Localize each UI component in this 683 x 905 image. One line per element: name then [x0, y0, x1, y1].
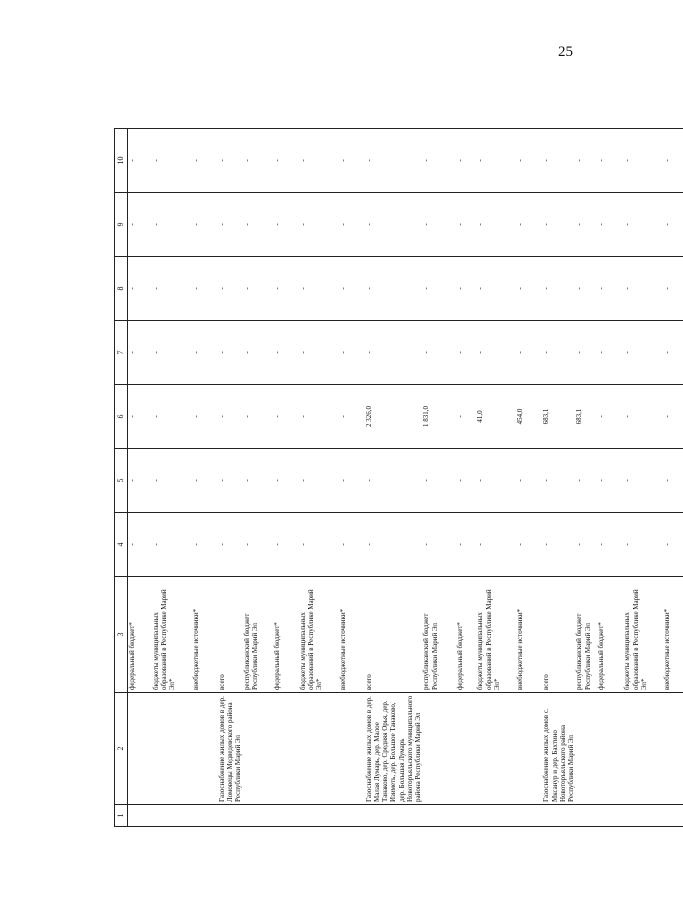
amount-cell: -	[422, 449, 456, 513]
amount-cell: -	[623, 129, 663, 193]
table-row	[623, 129, 663, 827]
amount-cell: -	[192, 129, 218, 193]
row-number-cell	[456, 805, 476, 827]
amount-cell: -	[152, 193, 192, 257]
amount-cell: -	[516, 193, 542, 257]
amount-cell: -	[663, 193, 683, 257]
amount-cell: 683,1	[575, 385, 597, 449]
event-name-cell	[243, 693, 273, 805]
funding-source-cell: внебюджетные источники*	[663, 577, 683, 693]
amount-cell: -	[339, 257, 365, 321]
event-name-cell	[575, 693, 597, 805]
amount-cell: -	[365, 193, 423, 257]
funding-source-cell: бюджеты муниципальных образований в Республике Марий Эл*	[152, 577, 192, 693]
event-name-cell: Газоснабжение жилых домов с. Мксанур и дер. Бахтино Новоторъяльского района Республики Марий Эл	[542, 693, 575, 805]
column-number: 5	[115, 449, 128, 513]
amount-cell: -	[152, 321, 192, 385]
page-number: 25	[558, 44, 573, 60]
table-row	[243, 129, 273, 827]
funding-source-cell: федеральный бюджет*	[456, 577, 476, 693]
amount-cell: -	[273, 385, 299, 449]
amount-cell: -	[575, 321, 597, 385]
amount-cell: -	[273, 513, 299, 577]
column-number: 7	[115, 321, 128, 385]
amount-cell: 683,1	[542, 385, 575, 449]
event-name-cell	[273, 693, 299, 805]
column-number: 10	[115, 129, 128, 193]
amount-cell: -	[456, 385, 476, 449]
amount-cell: -	[623, 449, 663, 513]
amount-cell: -	[128, 513, 152, 577]
amount-cell: -	[365, 321, 423, 385]
amount-cell: -	[192, 513, 218, 577]
amount-cell: -	[456, 257, 476, 321]
amount-cell: -	[365, 257, 423, 321]
budget-table	[114, 128, 683, 827]
funding-source-cell: республиканский бюджет Республики Марий Эл	[575, 577, 597, 693]
amount-cell: -	[152, 513, 192, 577]
amount-cell: -	[299, 385, 339, 449]
funding-source-cell: всего	[542, 577, 575, 693]
amount-cell: -	[243, 385, 273, 449]
amount-cell: 41,0	[476, 385, 516, 449]
event-name-cell	[663, 693, 683, 805]
row-number-cell	[575, 805, 597, 827]
amount-cell: -	[575, 449, 597, 513]
amount-cell: -	[476, 513, 516, 577]
funding-source-cell: внебюджетные источники*	[516, 577, 542, 693]
amount-cell: -	[516, 513, 542, 577]
amount-cell: -	[273, 449, 299, 513]
amount-cell: -	[542, 449, 575, 513]
column-number-row	[115, 129, 128, 827]
table-row	[339, 129, 365, 827]
amount-cell: 1 831,0	[422, 385, 456, 449]
funding-source-cell: всего	[218, 577, 243, 693]
amount-cell: -	[218, 513, 243, 577]
amount-cell: -	[128, 449, 152, 513]
table-row	[299, 129, 339, 827]
amount-cell: -	[623, 193, 663, 257]
amount-cell: -	[422, 193, 456, 257]
event-name-cell	[339, 693, 365, 805]
amount-cell: -	[663, 513, 683, 577]
funding-source-cell: федеральный бюджет*	[273, 577, 299, 693]
amount-cell: -	[218, 193, 243, 257]
amount-cell: -	[128, 385, 152, 449]
amount-cell: -	[575, 129, 597, 193]
amount-cell: -	[542, 129, 575, 193]
funding-source-cell: бюджеты муниципальных образований в Республике Марий Эл*	[623, 577, 663, 693]
amount-cell: -	[476, 321, 516, 385]
row-number-cell	[243, 805, 273, 827]
amount-cell: -	[243, 193, 273, 257]
column-number: 2	[115, 693, 128, 805]
amount-cell: -	[339, 321, 365, 385]
event-name-cell	[623, 693, 663, 805]
amount-cell: -	[152, 449, 192, 513]
amount-cell: -	[597, 129, 623, 193]
event-name-cell	[152, 693, 192, 805]
row-number-cell	[542, 805, 575, 827]
amount-cell: -	[152, 257, 192, 321]
table-row	[128, 129, 152, 827]
amount-cell: -	[128, 129, 152, 193]
column-number: 8	[115, 257, 128, 321]
amount-cell: -	[422, 257, 456, 321]
event-name-cell	[456, 693, 476, 805]
amount-cell: -	[128, 193, 152, 257]
row-number-cell	[476, 805, 516, 827]
amount-cell: -	[623, 257, 663, 321]
funding-source-cell: бюджеты муниципальных образований в Республике Марий Эл*	[476, 577, 516, 693]
funding-source-cell: внебюджетные источники*	[339, 577, 365, 693]
amount-cell: -	[243, 449, 273, 513]
row-number-cell	[128, 805, 152, 827]
amount-cell: -	[365, 449, 423, 513]
amount-cell: -	[663, 257, 683, 321]
amount-cell: -	[192, 257, 218, 321]
amount-cell: -	[516, 449, 542, 513]
row-number-cell	[152, 805, 192, 827]
amount-cell: -	[299, 449, 339, 513]
amount-cell: -	[218, 257, 243, 321]
amount-cell: -	[218, 385, 243, 449]
amount-cell: -	[192, 193, 218, 257]
amount-cell: -	[623, 321, 663, 385]
table-row	[456, 129, 476, 827]
table-row	[192, 129, 218, 827]
amount-cell: -	[575, 257, 597, 321]
funding-source-cell: всего	[365, 577, 423, 693]
funding-source-cell: внебюджетные источники*	[192, 577, 218, 693]
table-row	[152, 129, 192, 827]
amount-cell: -	[243, 129, 273, 193]
amount-cell: -	[273, 257, 299, 321]
row-number-cell	[516, 805, 542, 827]
amount-cell: -	[597, 257, 623, 321]
amount-cell: -	[663, 385, 683, 449]
amount-cell: -	[597, 385, 623, 449]
amount-cell: -	[218, 129, 243, 193]
column-number: 6	[115, 385, 128, 449]
event-name-cell	[422, 693, 456, 805]
amount-cell: -	[456, 449, 476, 513]
amount-cell: -	[243, 321, 273, 385]
row-number-cell	[623, 805, 663, 827]
amount-cell: -	[456, 129, 476, 193]
row-number-cell	[663, 805, 683, 827]
table-row	[516, 129, 542, 827]
event-name-cell: Газоснабжение жилых домов в дер. Ломовецы Медведевского района Республики Марий Эл	[218, 693, 243, 805]
amount-cell: -	[456, 513, 476, 577]
amount-cell: -	[542, 193, 575, 257]
amount-cell: -	[192, 321, 218, 385]
table-row	[273, 129, 299, 827]
amount-cell: -	[218, 321, 243, 385]
amount-cell: -	[299, 513, 339, 577]
row-number-cell	[273, 805, 299, 827]
amount-cell: -	[542, 321, 575, 385]
amount-cell: -	[516, 321, 542, 385]
amount-cell: -	[273, 129, 299, 193]
amount-cell: -	[243, 257, 273, 321]
table-row	[542, 129, 575, 827]
amount-cell: -	[339, 449, 365, 513]
row-number-cell	[597, 805, 623, 827]
funding-source-cell: республиканский бюджет Республики Марий Эл	[243, 577, 273, 693]
amount-cell: -	[128, 257, 152, 321]
amount-cell: -	[456, 193, 476, 257]
amount-cell: -	[542, 257, 575, 321]
amount-cell: -	[273, 193, 299, 257]
row-number-cell	[365, 805, 423, 827]
amount-cell: -	[597, 321, 623, 385]
amount-cell: -	[663, 449, 683, 513]
table-row	[476, 129, 516, 827]
amount-cell: -	[192, 385, 218, 449]
amount-cell: -	[663, 321, 683, 385]
amount-cell: -	[152, 385, 192, 449]
amount-cell: -	[339, 193, 365, 257]
amount-cell: 2 326,0	[365, 385, 423, 449]
table-row	[597, 129, 623, 827]
amount-cell: -	[623, 385, 663, 449]
row-number-cell	[192, 805, 218, 827]
amount-cell: -	[218, 449, 243, 513]
amount-cell: 454,0	[516, 385, 542, 449]
table-row	[218, 129, 243, 827]
amount-cell: -	[476, 193, 516, 257]
amount-cell: -	[339, 513, 365, 577]
amount-cell: -	[299, 321, 339, 385]
amount-cell: -	[422, 513, 456, 577]
column-number: 4	[115, 513, 128, 577]
event-name-cell	[192, 693, 218, 805]
table-row	[575, 129, 597, 827]
amount-cell: -	[299, 257, 339, 321]
amount-cell: -	[623, 513, 663, 577]
row-number-cell	[299, 805, 339, 827]
rotated-table-container	[114, 129, 672, 827]
table-row	[663, 129, 683, 827]
amount-cell: -	[597, 513, 623, 577]
event-name-cell	[299, 693, 339, 805]
amount-cell: -	[456, 321, 476, 385]
amount-cell: -	[365, 129, 423, 193]
amount-cell: -	[299, 129, 339, 193]
column-number: 3	[115, 577, 128, 693]
event-name-cell	[597, 693, 623, 805]
table-row	[422, 129, 456, 827]
funding-source-cell: бюджеты муниципальных образований в Республике Марий Эл*	[299, 577, 339, 693]
amount-cell: -	[192, 449, 218, 513]
amount-cell: -	[339, 385, 365, 449]
amount-cell: -	[575, 513, 597, 577]
amount-cell: -	[273, 321, 299, 385]
table-body	[128, 129, 683, 827]
amount-cell: -	[152, 129, 192, 193]
event-name-cell: Газоснабжение жилых домов в дер. Малая Лумарь, дер. Малое Танаково, дер. Средняя Орья, дер. Изиметь, дер. Большое Танаково, дер. Большая Лумарь Новоторъяльского муниципального района Республики Марий Эл	[365, 693, 423, 805]
event-name-cell	[476, 693, 516, 805]
amount-cell: -	[243, 513, 273, 577]
amount-cell: -	[542, 513, 575, 577]
amount-cell: -	[365, 513, 423, 577]
funding-source-cell: федеральный бюджет*	[597, 577, 623, 693]
column-number: 9	[115, 193, 128, 257]
funding-source-cell: республиканский бюджет Республики Марий Эл	[422, 577, 456, 693]
amount-cell: -	[476, 449, 516, 513]
amount-cell: -	[476, 257, 516, 321]
amount-cell: -	[339, 129, 365, 193]
amount-cell: -	[128, 321, 152, 385]
amount-cell: -	[575, 193, 597, 257]
column-number: 1	[115, 805, 128, 827]
amount-cell: -	[422, 321, 456, 385]
amount-cell: -	[476, 129, 516, 193]
row-number-cell	[339, 805, 365, 827]
amount-cell: -	[663, 129, 683, 193]
row-number-cell	[422, 805, 456, 827]
amount-cell: -	[597, 193, 623, 257]
amount-cell: -	[299, 193, 339, 257]
amount-cell: -	[516, 129, 542, 193]
event-name-cell	[516, 693, 542, 805]
amount-cell: -	[597, 449, 623, 513]
row-number-cell	[218, 805, 243, 827]
event-name-cell	[128, 693, 152, 805]
funding-source-cell: федеральный бюджет*	[128, 577, 152, 693]
table-row	[365, 129, 423, 827]
amount-cell: -	[516, 257, 542, 321]
amount-cell: -	[422, 129, 456, 193]
